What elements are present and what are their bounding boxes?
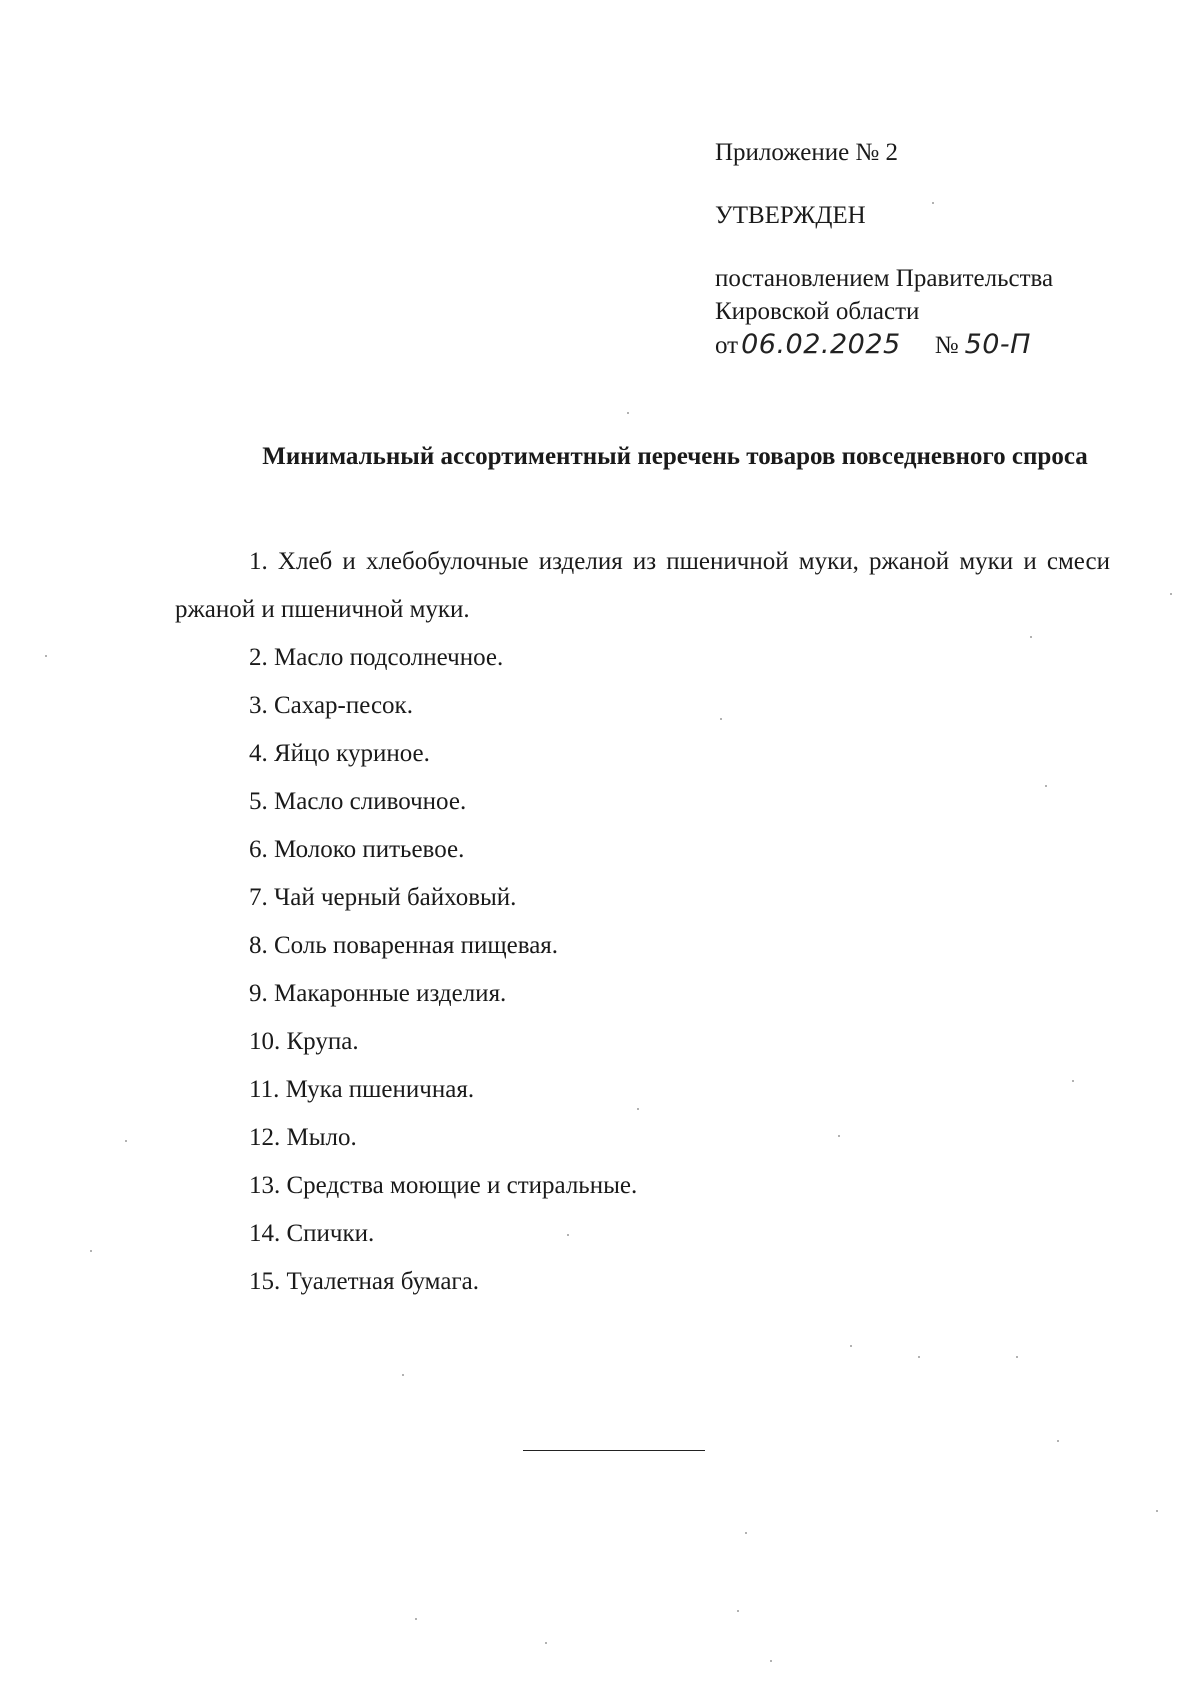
scan-speck (1030, 636, 1032, 638)
list-item: 12. Мыло. (249, 1124, 357, 1151)
decree-reference (715, 262, 1135, 362)
goods-list (175, 538, 1110, 1306)
scan-speck (545, 1642, 547, 1644)
list-item: 3. Сахар-песок. (249, 692, 413, 719)
list-item: 4. Яйцо куриное. (249, 740, 430, 767)
scan-speck (1045, 785, 1047, 787)
list-item: 8. Соль поваренная пищевая. (249, 932, 559, 959)
scan-speck (125, 1140, 127, 1142)
scan-speck (415, 1618, 417, 1620)
scan-speck (1072, 1080, 1074, 1082)
decree-line-1: постановлением Правительства (715, 265, 1054, 292)
list-item: 5. Масло сливочное. (249, 788, 467, 815)
list-item: 6. Молоко питьевое. (249, 836, 465, 863)
handwritten-date: 06.02.2025 (741, 329, 901, 360)
approval-block (715, 136, 1135, 362)
scan-speck (637, 1108, 639, 1110)
scan-speck (1170, 593, 1172, 595)
list-item: 2. Масло подсолнечное. (249, 644, 504, 671)
decree-line-2: Кировской области (715, 298, 920, 325)
scan-speck (90, 1250, 92, 1252)
scan-speck (402, 1374, 404, 1376)
list-item: 11. Мука пшеничная. (249, 1076, 475, 1103)
scan-speck (1156, 1510, 1158, 1512)
scan-speck (745, 1532, 747, 1534)
list-item: 9. Макаронные изделия. (249, 980, 507, 1007)
scan-speck (720, 718, 722, 720)
scan-speck (1057, 1440, 1059, 1442)
scan-speck (45, 655, 47, 657)
scan-speck (737, 1610, 739, 1612)
list-item: 15. Туалетная бумага. (249, 1268, 480, 1295)
scan-speck (1016, 1356, 1018, 1358)
scan-speck (932, 202, 934, 204)
scan-speck (918, 1356, 920, 1358)
list-item: 1. Хлеб и хлебобулочные изделия из пшеничной муки, ржаной муки и смеси ржаной и пшеничной муки. (175, 548, 1110, 623)
appendix-label: Приложение № 2 (715, 139, 899, 166)
handwritten-number: 50-П (964, 329, 1031, 360)
decree-line-3 (715, 328, 1135, 362)
scan-speck (850, 1345, 852, 1347)
scan-speck (567, 1234, 569, 1236)
date-prefix: от (715, 332, 739, 359)
number-sign: № (934, 332, 959, 359)
list-item: 7. Чай черный байховый. (249, 884, 517, 911)
scan-speck (770, 1660, 772, 1662)
list-item: 13. Средства моющие и стиральные. (249, 1172, 638, 1199)
list-item: 14. Спички. (249, 1220, 375, 1247)
closing-rule (523, 1450, 705, 1451)
scan-speck (627, 412, 629, 414)
scan-speck (838, 1135, 840, 1137)
approved-label: УТВЕРЖДЕН (715, 202, 866, 229)
document-title: Минимальный ассортиментный перечень товаров повседневного спроса (262, 443, 1088, 470)
list-item: 10. Крупа. (249, 1028, 359, 1055)
